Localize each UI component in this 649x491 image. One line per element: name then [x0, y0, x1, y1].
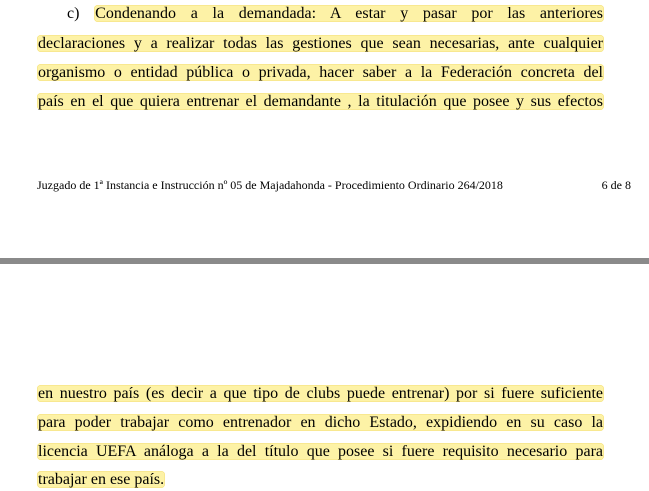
highlighted-text: en nuestro país (es decir a que tipo de clubs puede entrenar) por si fuere suficiente: [38, 385, 603, 402]
paragraph-line-7: [37, 441, 604, 463]
paragraph-line-1: [67, 3, 604, 25]
paragraph-line-3: [37, 62, 604, 84]
paragraph-line-4: [37, 91, 604, 113]
highlighted-text: país en el que quiera entrenar el demandante , la titulación que posee y sus efectos: [38, 93, 603, 110]
page-number: 6 de 8: [601, 178, 631, 192]
document-page-7: [0, 264, 649, 489]
list-marker: c): [67, 5, 95, 22]
court-reference: Juzgado de 1ª Instancia e Instrucción nº 05 de Majadahonda - Procedimiento Ordinario 264/2018: [37, 178, 503, 192]
paragraph-line-5: [37, 383, 604, 405]
page-footer: [37, 177, 631, 193]
highlighted-text: Condenando a la demandada: A estar y pasar por las anteriores: [95, 5, 603, 22]
paragraph-line-2: [37, 33, 604, 55]
paragraph-line-8: [37, 469, 604, 491]
highlighted-text: organismo o entidad pública o privada, hacer saber a la Federación concreta del: [38, 64, 603, 81]
highlighted-text: trabajar en ese país.: [38, 471, 165, 488]
highlighted-text: licencia UEFA análoga a la del título que posee si fuere requisito necesario para: [38, 443, 603, 460]
highlighted-text: declaraciones y a realizar todas las gestiones que sean necesarias, ante cualquier: [38, 35, 603, 52]
highlighted-text: para poder trabajar como entrenador en dicho Estado, expidiendo en su caso la: [38, 414, 603, 431]
paragraph-line-6: [37, 412, 604, 434]
